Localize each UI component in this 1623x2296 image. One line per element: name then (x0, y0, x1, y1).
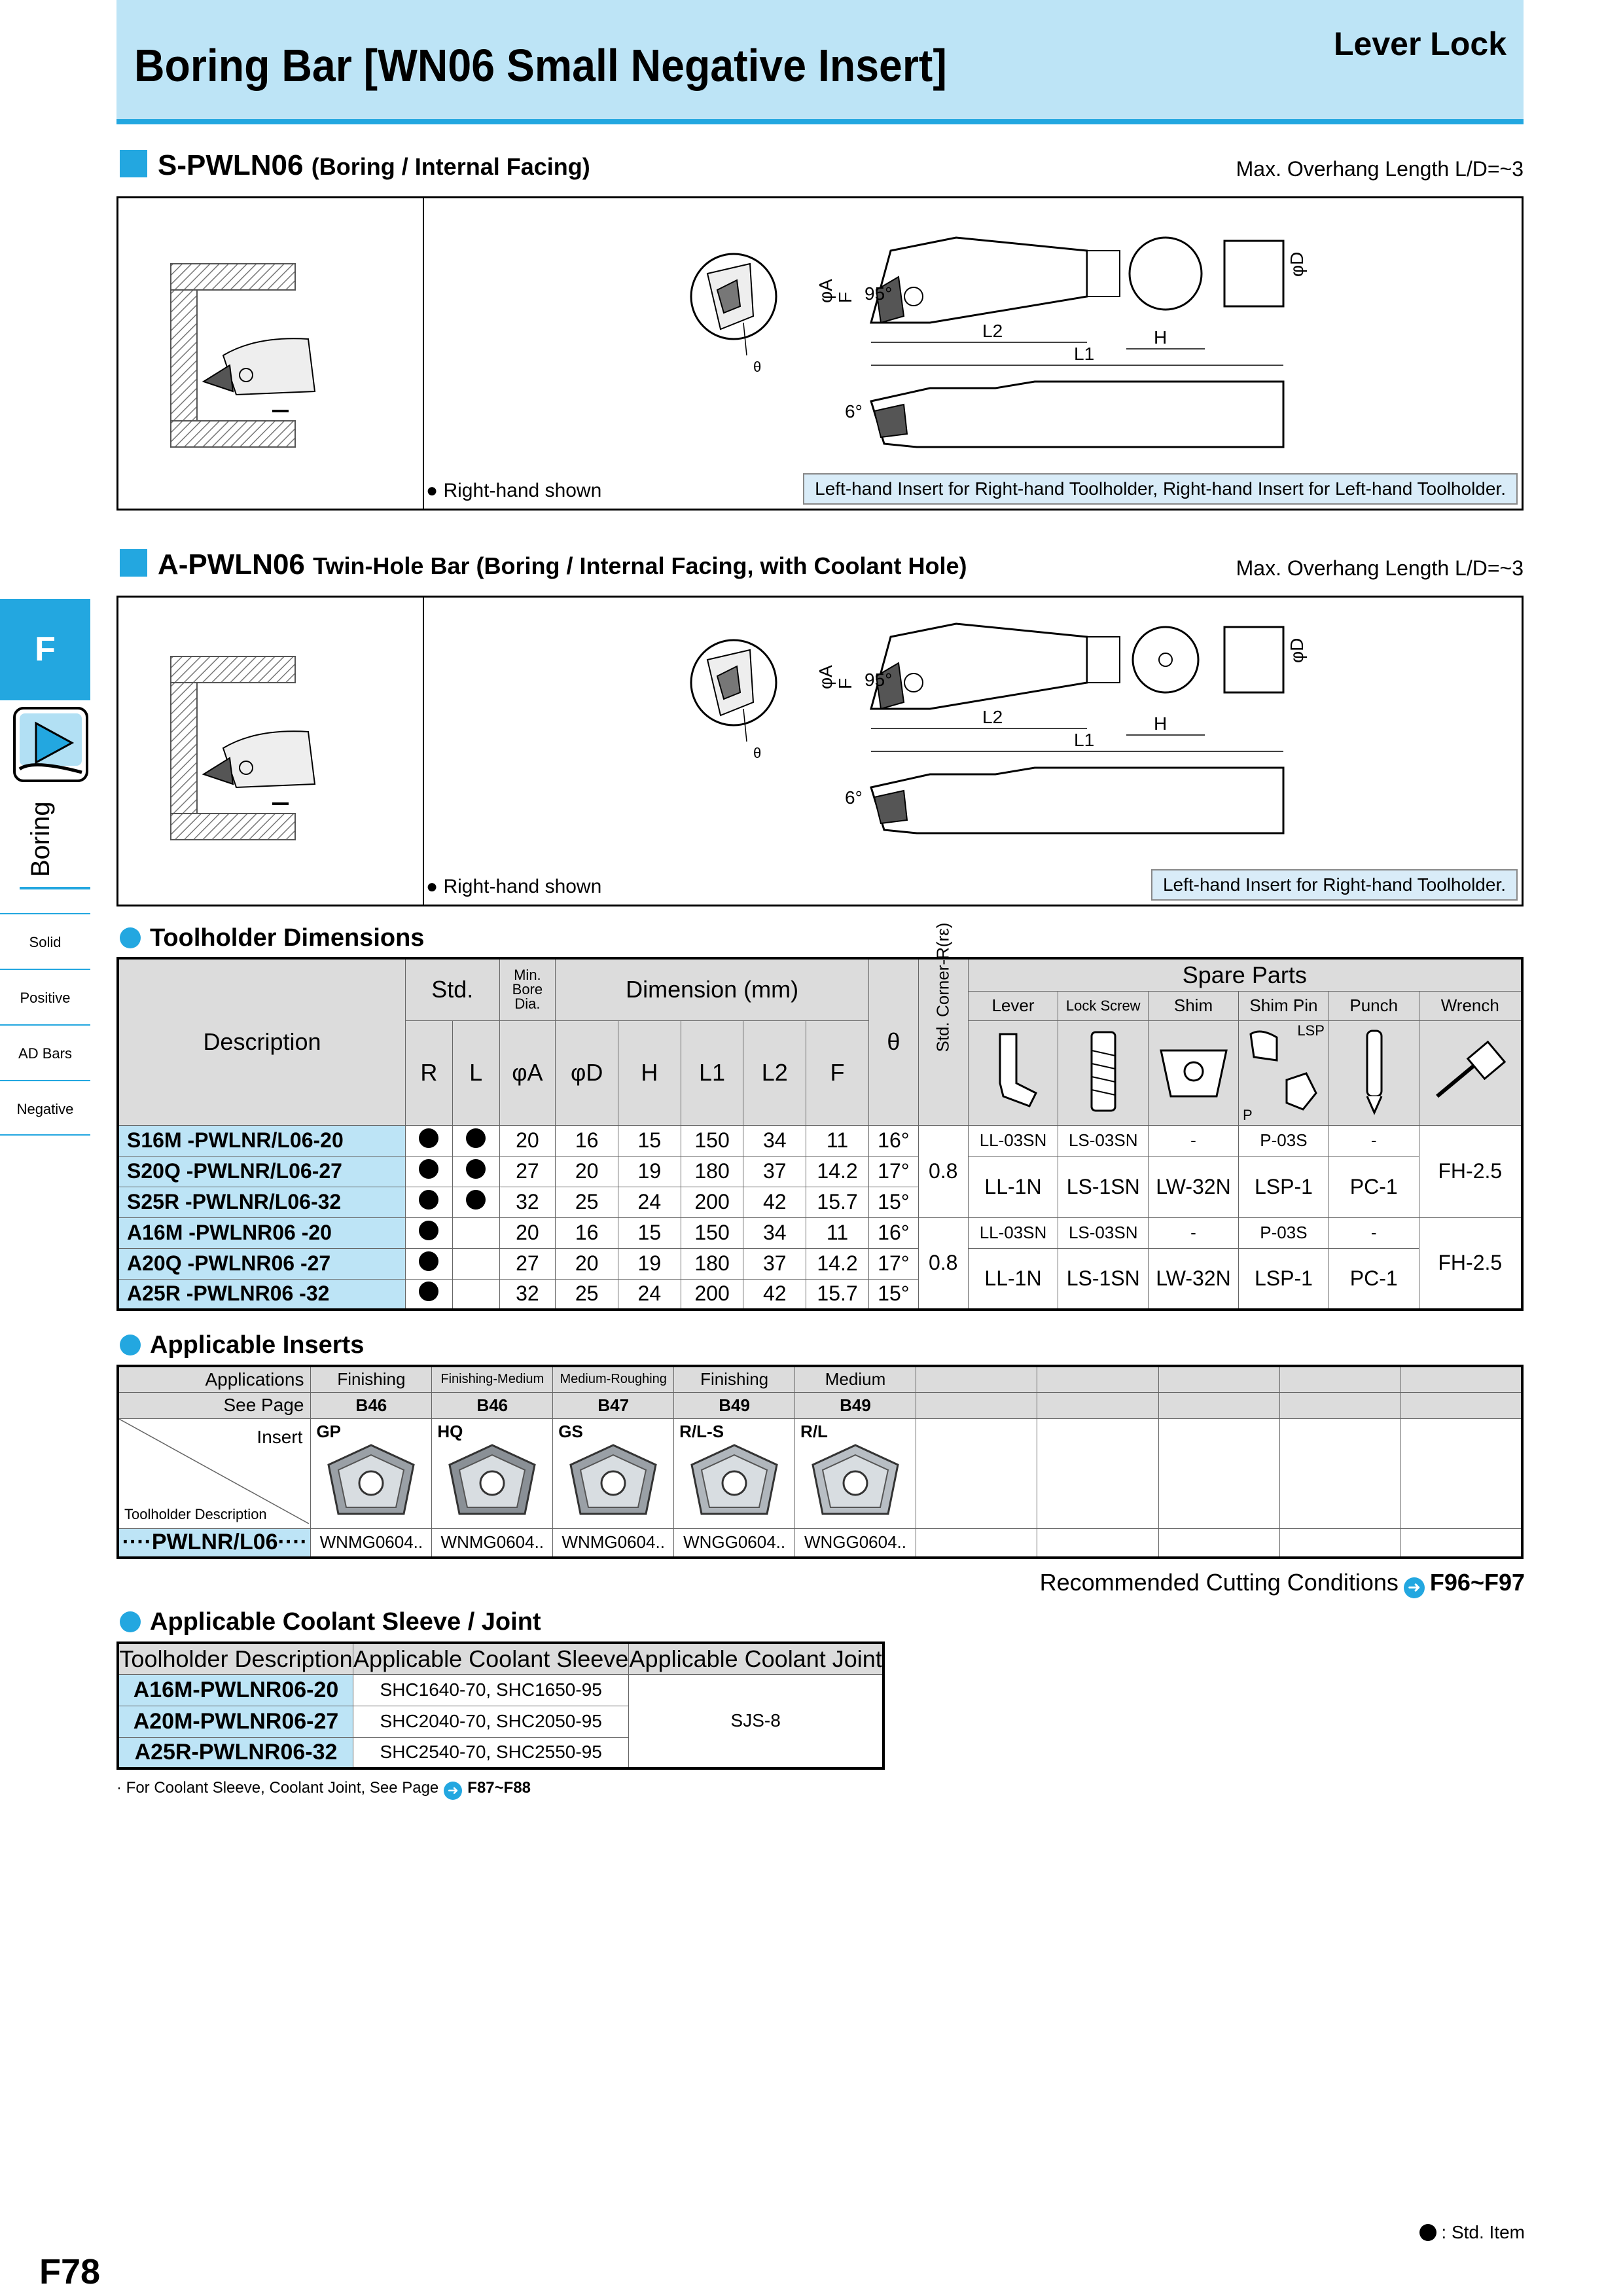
empty-cell (1401, 1418, 1522, 1528)
dim-h: 15 (618, 1125, 681, 1156)
theta-label: θ (753, 745, 762, 761)
sidebar-rule (20, 887, 90, 889)
section1-figure (116, 196, 1524, 511)
insert-see-page: B46 (432, 1392, 553, 1418)
dim-theta: 16° (868, 1125, 918, 1156)
sidebar-item-positive[interactable]: Positive (0, 969, 90, 1024)
insert-type-label: R/L-S (679, 1421, 724, 1441)
insert-row-desc: ····PWLNR/L06···· (118, 1528, 311, 1558)
toolholder-dimension-drawing (655, 611, 1506, 859)
empty-cell (1401, 1392, 1522, 1418)
col-h: H (618, 1020, 681, 1125)
table-row (118, 1217, 1522, 1248)
insert-image-cell (311, 1418, 432, 1528)
insert-icon (806, 1439, 904, 1524)
empty-cell (1037, 1528, 1158, 1558)
insert-model: WNGG0604.. (674, 1528, 795, 1558)
insert-image-cell (432, 1418, 553, 1528)
section1-subtitle: (Boring / Internal Facing) (311, 153, 590, 180)
insert-icon (443, 1439, 541, 1524)
empty-cell (1037, 1392, 1158, 1418)
col-std: Std. (405, 958, 499, 1020)
dim-d: 16 (556, 1217, 618, 1248)
row-description: A25R -PWLNR06 -32 (118, 1279, 405, 1310)
insert-application: Medium-Roughing (553, 1366, 674, 1392)
dim-a: 27 (499, 1248, 556, 1279)
dim-h: 24 (618, 1187, 681, 1217)
coolant-row-sleeve: SHC2040-70, SHC2050-95 (353, 1706, 629, 1737)
std-r (405, 1279, 452, 1310)
std-l (452, 1279, 499, 1310)
dim-d: 25 (556, 1187, 618, 1217)
shim-pin-image (1238, 1020, 1329, 1125)
empty-cell (916, 1418, 1037, 1528)
empty-cell (916, 1528, 1037, 1558)
dim-h: 19 (618, 1156, 681, 1187)
std-r (405, 1187, 452, 1217)
dim-l1: 200 (681, 1187, 743, 1217)
sidebar-item-solid[interactable]: Solid (0, 913, 90, 969)
dim-theta: 17° (868, 1248, 918, 1279)
spare-punch: - (1329, 1125, 1419, 1156)
right-hand-note: ● Right-hand shown (426, 480, 602, 501)
sidebar-item-ad-bars[interactable]: AD Bars (0, 1024, 90, 1080)
insert-header-cell (118, 1418, 311, 1528)
col-lever: Lever (968, 991, 1058, 1020)
insert-label: Insert (257, 1426, 303, 1447)
col-coolant-joint: Applicable Coolant Joint (629, 1643, 883, 1674)
shim-image (1149, 1020, 1239, 1125)
f-label: F (835, 291, 855, 303)
col-phi-a: φA (499, 1020, 556, 1125)
row-description: S25R -PWLNR/L06-32 (118, 1187, 405, 1217)
spare-shim: - (1149, 1125, 1239, 1156)
col-corner-r: Std. Corner-R(rε) (918, 958, 968, 1125)
dim-h: 15 (618, 1217, 681, 1248)
phi-a-label: φA (815, 665, 836, 689)
col-r: R (405, 1020, 452, 1125)
insert-icon (322, 1439, 420, 1524)
spare-pin: P-03S (1238, 1217, 1329, 1248)
dim-h: 19 (618, 1248, 681, 1279)
lock-screw-image (1058, 1020, 1149, 1125)
spare-shim: - (1149, 1217, 1239, 1248)
square-bullet-icon (120, 150, 147, 177)
spare-lever: LL-03SN (968, 1217, 1058, 1248)
section2-overhang: Max. Overhang Length L/D=~3 (1236, 556, 1524, 580)
std-item-dot-icon (466, 1190, 486, 1210)
sidebar-item-negative[interactable]: Negative (0, 1080, 90, 1136)
spare-pin: P-03S (1238, 1125, 1329, 1156)
row-description: S16M -PWLNR/L06-20 (118, 1125, 405, 1156)
empty-cell (1158, 1392, 1279, 1418)
spare-shim: LW-32N (1149, 1156, 1239, 1217)
corner-r: 0.8 (918, 1125, 968, 1217)
dim-f: 15.7 (806, 1279, 869, 1310)
f-label: F (835, 677, 855, 689)
dim-f: 11 (806, 1217, 869, 1248)
inserts-heading: Applicable Inserts (120, 1331, 364, 1359)
empty-cell (1158, 1418, 1279, 1528)
circle-bullet-icon (120, 1335, 141, 1355)
dim-l1: 180 (681, 1156, 743, 1187)
punch-image (1329, 1020, 1419, 1125)
insert-note: Left-hand Insert for Right-hand Toolholder, Right-hand Insert for Left-hand Toolholder. (803, 473, 1518, 505)
table-row (118, 1125, 1522, 1156)
spare-screw: LS-1SN (1058, 1156, 1149, 1217)
insert-icon (685, 1439, 783, 1524)
phi-d-label: φD (1287, 251, 1307, 277)
section2-figure (116, 596, 1524, 906)
dim-l2: 42 (743, 1279, 806, 1310)
phi-a-label: φA (815, 279, 836, 303)
coolant-row-sleeve: SHC2540-70, SHC2550-95 (353, 1737, 629, 1768)
boring-application-diagram (158, 251, 419, 460)
std-item-dot-icon (419, 1282, 438, 1301)
l1-label: L1 (1074, 730, 1095, 750)
row-description: A20Q -PWLNR06 -27 (118, 1248, 405, 1279)
std-l (452, 1217, 499, 1248)
h-label: H (1154, 327, 1168, 348)
spare-wrench: FH-2.5 (1419, 1217, 1522, 1310)
insert-type-label: GS (558, 1421, 583, 1441)
figure-divider (423, 598, 424, 905)
angle-95-label: 95° (865, 670, 893, 690)
boring-category-icon (13, 707, 88, 782)
std-item-dot-icon (466, 1128, 486, 1148)
empty-cell (1037, 1366, 1158, 1392)
spare-lever: LL-1N (968, 1248, 1058, 1310)
section1-heading (120, 149, 590, 182)
page-title: Boring Bar [WN06 Small Negative Insert] (134, 40, 947, 91)
insert-application: Finishing (311, 1366, 432, 1392)
dim-l2: 42 (743, 1187, 806, 1217)
circle-bullet-icon (120, 927, 141, 948)
empty-cell (1158, 1528, 1279, 1558)
arrow-right-icon: ➜ (1404, 1577, 1425, 1598)
arrow-right-icon: ➜ (444, 1782, 462, 1800)
dim-d: 16 (556, 1125, 618, 1156)
coolant-row-desc: A16M-PWLNR06-20 (118, 1674, 353, 1706)
col-l: L (452, 1020, 499, 1125)
dim-theta: 15° (868, 1187, 918, 1217)
insert-type-label: HQ (437, 1421, 463, 1441)
empty-cell (916, 1392, 1037, 1418)
insert-model: WNMG0604.. (553, 1528, 674, 1558)
col-dimension: Dimension (mm) (556, 958, 869, 1020)
dim-f: 14.2 (806, 1156, 869, 1187)
insert-image-cell (674, 1418, 795, 1528)
applications-label: Applications (118, 1366, 311, 1392)
insert-model: WNMG0604.. (311, 1528, 432, 1558)
dim-a: 20 (499, 1125, 556, 1156)
std-r (405, 1217, 452, 1248)
dim-l2: 37 (743, 1248, 806, 1279)
dim-d: 25 (556, 1279, 618, 1310)
col-l1: L1 (681, 1020, 743, 1125)
h-label: H (1154, 713, 1168, 734)
applicable-inserts-table (116, 1365, 1524, 1559)
section2-code: A-PWLN06 (158, 548, 305, 581)
row-description: A16M -PWLNR06 -20 (118, 1217, 405, 1248)
spare-lever: LL-1N (968, 1156, 1058, 1217)
col-wrench: Wrench (1419, 991, 1522, 1020)
coolant-joint-value: SJS-8 (629, 1674, 883, 1768)
std-l (452, 1125, 499, 1156)
std-item-dot-icon (419, 1251, 438, 1271)
insert-application: Finishing-Medium (432, 1366, 553, 1392)
std-item-dot-icon (419, 1221, 438, 1240)
dim-a: 32 (499, 1187, 556, 1217)
std-item-dot-icon (419, 1128, 438, 1148)
std-item-dot-icon (466, 1159, 486, 1179)
dim-f: 11 (806, 1125, 869, 1156)
right-hand-note: ● Right-hand shown (426, 876, 602, 897)
dim-theta: 15° (868, 1279, 918, 1310)
std-item-dot-icon (1419, 2224, 1436, 2241)
insert-model: WNGG0604.. (795, 1528, 916, 1558)
phi-d-label: φD (1287, 637, 1307, 663)
std-l (452, 1248, 499, 1279)
col-min-bore: Min. Bore Dia. (499, 958, 556, 1020)
recommended-cutting-conditions[interactable]: Recommended Cutting Conditions ➜ F96~F97 (1040, 1569, 1525, 1598)
empty-cell (1401, 1366, 1522, 1392)
dim-l2: 34 (743, 1125, 806, 1156)
p-label: P (1242, 1106, 1253, 1123)
theta-label: θ (753, 359, 762, 375)
wrench-image (1419, 1020, 1522, 1125)
col-coolant-sleeve: Applicable Coolant Sleeve (353, 1643, 629, 1674)
dim-h: 24 (618, 1279, 681, 1310)
dim-l1: 150 (681, 1217, 743, 1248)
empty-cell (1037, 1418, 1158, 1528)
dim-l2: 37 (743, 1156, 806, 1187)
empty-cell (1279, 1528, 1400, 1558)
insert-type-label: R/L (800, 1421, 828, 1441)
dim-l2: 34 (743, 1217, 806, 1248)
angle-6-label: 6° (845, 787, 863, 808)
col-theta: θ (868, 958, 918, 1125)
corner-r: 0.8 (918, 1217, 968, 1310)
coolant-sleeve-table (116, 1641, 885, 1770)
series-label: Lever Lock (1333, 26, 1507, 62)
col-l2: L2 (743, 1020, 806, 1125)
dim-l1: 150 (681, 1125, 743, 1156)
dim-d: 20 (556, 1156, 618, 1187)
dims-heading: Toolholder Dimensions (120, 924, 424, 952)
coolant-note[interactable]: · For Coolant Sleeve, Coolant Joint, See Page ➜ F87~F88 (116, 1779, 531, 1800)
dim-f: 15.7 (806, 1187, 869, 1217)
empty-cell (1401, 1528, 1522, 1558)
dim-d: 20 (556, 1248, 618, 1279)
col-toolholder-description: Toolholder Description (118, 1643, 353, 1674)
insert-see-page: B49 (674, 1392, 795, 1418)
spare-punch: PC-1 (1329, 1156, 1419, 1217)
toolholder-desc-label: Toolholder Description (124, 1505, 267, 1522)
col-lock-screw: Lock Screw (1058, 991, 1149, 1020)
std-l (452, 1156, 499, 1187)
insert-see-page: B46 (311, 1392, 432, 1418)
see-page-label: See Page (118, 1392, 311, 1418)
insert-see-page: B47 (553, 1392, 674, 1418)
spare-shim: LW-32N (1149, 1248, 1239, 1310)
std-r (405, 1156, 452, 1187)
empty-cell (1279, 1366, 1400, 1392)
toolholder-dimension-drawing (655, 224, 1506, 473)
spare-screw: LS-03SN (1058, 1125, 1149, 1156)
insert-type-label: GP (316, 1421, 342, 1441)
l2-label: L2 (982, 321, 1003, 341)
page-number: F78 (39, 2252, 101, 2291)
std-r (405, 1125, 452, 1156)
col-spare-parts: Spare Parts (968, 958, 1522, 991)
insert-application: Finishing (674, 1366, 795, 1392)
angle-95-label: 95° (865, 283, 893, 304)
insert-image-cell (553, 1418, 674, 1528)
dim-theta: 17° (868, 1156, 918, 1187)
section2-heading (120, 548, 967, 581)
section-tab[interactable]: F (0, 599, 90, 700)
table-row (118, 1156, 1522, 1187)
col-f: F (806, 1020, 869, 1125)
section1-overhang: Max. Overhang Length L/D=~3 (1236, 157, 1524, 181)
row-description: S20Q -PWLNR/L06-27 (118, 1156, 405, 1187)
boring-application-diagram (158, 643, 419, 853)
insert-icon (564, 1439, 662, 1524)
empty-cell (1279, 1418, 1400, 1528)
dim-a: 20 (499, 1217, 556, 1248)
lever-image (968, 1020, 1058, 1125)
coolant-row-desc: A25R-PWLNR06-32 (118, 1737, 353, 1768)
spare-lever: LL-03SN (968, 1125, 1058, 1156)
empty-cell (916, 1366, 1037, 1392)
empty-cell (1279, 1392, 1400, 1418)
coolant-row-desc: A20M-PWLNR06-27 (118, 1706, 353, 1737)
dim-l1: 180 (681, 1248, 743, 1279)
spare-punch: - (1329, 1217, 1419, 1248)
dim-l1: 200 (681, 1279, 743, 1310)
spare-wrench: FH-2.5 (1419, 1125, 1522, 1217)
std-item-dot-icon (419, 1190, 438, 1210)
col-shim-pin: Shim Pin (1238, 991, 1329, 1020)
sidebar-boring-label: Boring (26, 801, 55, 877)
insert-image-cell (795, 1418, 916, 1528)
insert-application: Medium (795, 1366, 916, 1392)
figure-divider (423, 198, 424, 509)
spare-punch: PC-1 (1329, 1248, 1419, 1310)
col-punch: Punch (1329, 991, 1419, 1020)
coolant-heading: Applicable Coolant Sleeve / Joint (120, 1608, 541, 1636)
lsp-label: LSP (1297, 1022, 1325, 1039)
coolant-row-sleeve: SHC1640-70, SHC1650-95 (353, 1674, 629, 1706)
dim-a: 32 (499, 1279, 556, 1310)
section2-subtitle: Twin-Hole Bar (Boring / Internal Facing, with Coolant Hole) (313, 552, 967, 579)
std-r (405, 1248, 452, 1279)
std-item-dot-icon (419, 1159, 438, 1179)
insert-note: Left-hand Insert for Right-hand Toolholder. (1151, 869, 1518, 901)
dim-theta: 16° (868, 1217, 918, 1248)
insert-model: WNMG0604.. (432, 1528, 553, 1558)
l1-label: L1 (1074, 344, 1095, 364)
col-phi-d: φD (556, 1020, 618, 1125)
dim-f: 14.2 (806, 1248, 869, 1279)
std-l (452, 1187, 499, 1217)
insert-see-page: B49 (795, 1392, 916, 1418)
spare-screw: LS-1SN (1058, 1248, 1149, 1310)
spare-pin: LSP-1 (1238, 1156, 1329, 1217)
empty-cell (1158, 1366, 1279, 1392)
dim-a: 27 (499, 1156, 556, 1187)
table-row (118, 1248, 1522, 1279)
l2-label: L2 (982, 707, 1003, 727)
spare-pin: LSP-1 (1238, 1248, 1329, 1310)
circle-bullet-icon (120, 1611, 141, 1632)
spare-screw: LS-03SN (1058, 1217, 1149, 1248)
section1-code: S-PWLN06 (158, 149, 304, 181)
col-shim: Shim (1149, 991, 1239, 1020)
col-description: Description (118, 958, 405, 1125)
angle-6-label: 6° (845, 401, 863, 422)
std-item-legend: : Std. Item (1419, 2222, 1525, 2243)
square-bullet-icon (120, 549, 147, 577)
